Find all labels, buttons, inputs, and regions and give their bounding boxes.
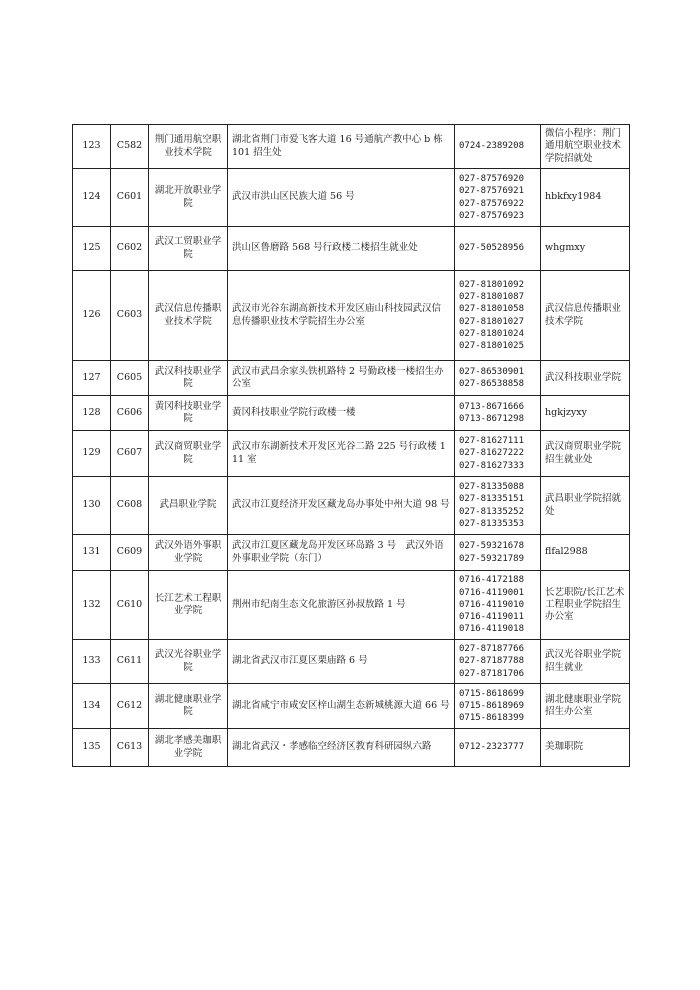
row-number-cell: 126 — [73, 271, 111, 361]
phone-number: 027-87576922 — [459, 198, 525, 209]
school-code-cell: C602 — [111, 227, 149, 271]
school-name-cell: 武汉外语外事职业学院 — [149, 535, 228, 571]
table-row — [73, 477, 630, 535]
phone-cell — [455, 431, 541, 477]
table-row — [73, 271, 630, 361]
phone-number: 027-81335151 — [459, 494, 525, 505]
phone-number: 0715-8618969 — [459, 700, 525, 711]
phone-number: 0713-8671298 — [459, 414, 525, 424]
wechat-cell: hbkfxy1984 — [541, 169, 630, 227]
school-name-cell: 武汉工贸职业学院 — [149, 227, 228, 271]
wechat-cell: whgmxy — [541, 227, 630, 271]
phone-number: 0712-2323777 — [459, 742, 525, 753]
phone-number: 0716-4119018 — [459, 624, 525, 635]
school-code-cell: C608 — [111, 477, 149, 535]
table-row — [73, 729, 630, 767]
phone-number: 027-81801024 — [459, 328, 525, 339]
school-name-cell: 武汉商贸职业学院 — [149, 431, 228, 477]
row-number-cell: 133 — [73, 640, 111, 684]
row-number-cell: 134 — [73, 684, 111, 729]
school-code-cell: C607 — [111, 431, 149, 477]
table-row — [73, 431, 630, 477]
row-number-cell: 123 — [73, 125, 111, 169]
table-row — [73, 169, 630, 227]
school-name-cell: 武汉光谷职业学院 — [149, 640, 228, 684]
school-code-cell: C601 — [111, 169, 149, 227]
phone-number: 0715-8618699 — [459, 688, 525, 699]
phone-number: 027-87181706 — [459, 668, 525, 679]
phone-number: 0716-4119001 — [459, 587, 525, 598]
phone-number: 027-87187766 — [459, 644, 525, 655]
school-name-cell: 武汉科技职业学院 — [149, 361, 228, 396]
school-code-cell: C603 — [111, 271, 149, 361]
address-cell: 武汉市江夏经济开发区藏龙岛办事处中州大道 98 号 — [228, 477, 455, 535]
phone-number: 0715-8618399 — [459, 713, 525, 724]
school-name-cell: 武昌职业学院 — [149, 477, 228, 535]
phone-number: 027-87187788 — [459, 656, 525, 667]
address-cell: 武汉市洪山区民族大道 56 号 — [228, 169, 455, 227]
phone-cell — [455, 535, 541, 571]
phone-cell — [455, 271, 541, 361]
school-name-cell: 湖北开放职业学院 — [149, 169, 228, 227]
phone-number: 027-86530901 — [459, 366, 525, 377]
wechat-cell: 微信小程序：荆门通用航空职业技术学院招就处 — [541, 125, 630, 169]
phone-number: 027-87576921 — [459, 186, 525, 197]
school-name-cell: 长江艺术工程职业学院 — [149, 571, 228, 640]
phone-number: 027-81335088 — [459, 481, 525, 492]
table-row — [73, 640, 630, 684]
row-number-cell: 132 — [73, 571, 111, 640]
school-name-cell: 湖北健康职业学院 — [149, 684, 228, 729]
phone-number: 027-87576923 — [459, 210, 525, 221]
wechat-cell: 武汉科技职业学院 — [541, 361, 630, 396]
table-body — [73, 125, 630, 767]
school-code-cell: C605 — [111, 361, 149, 396]
school-code-cell: C606 — [111, 396, 149, 431]
phone-cell — [455, 729, 541, 767]
address-cell: 湖北省武汉・孝感临空经济区教育科研园纵六路 — [228, 729, 455, 767]
wechat-cell: 武汉光谷职业学院招生就业 — [541, 640, 630, 684]
address-cell: 武汉市东湖新技术开发区光谷二路 225 号行政楼 111 室 — [228, 431, 455, 477]
phone-number: 027-81801092 — [459, 279, 525, 290]
table-row — [73, 684, 630, 729]
row-number-cell: 124 — [73, 169, 111, 227]
table-row — [73, 396, 630, 431]
phone-number: 027-59321789 — [459, 553, 525, 564]
school-code-cell: C609 — [111, 535, 149, 571]
phone-cell — [455, 227, 541, 271]
wechat-cell: 武昌职业学院招就处 — [541, 477, 630, 535]
phone-number: 027-81627333 — [459, 460, 525, 471]
school-name-cell: 荆门通用航空职业技术学院 — [149, 125, 228, 169]
table-row — [73, 571, 630, 640]
phone-number: 0716-4119010 — [459, 599, 525, 610]
address-cell: 武汉市光谷东湖高新技术开发区庙山科技园武汉信息传播职业技术学院招生办公室 — [228, 271, 455, 361]
table-row — [73, 227, 630, 271]
row-number-cell: 129 — [73, 431, 111, 477]
admissions-contact-table — [72, 124, 630, 767]
school-code-cell: C582 — [111, 125, 149, 169]
school-name-cell: 湖北孝感美珈职业学院 — [149, 729, 228, 767]
school-name-cell: 武汉信息传播职业技术学院 — [149, 271, 228, 361]
phone-cell — [455, 396, 541, 431]
wechat-cell: 武汉信息传播职业技术学院 — [541, 271, 630, 361]
address-cell: 黄冈科技职业学院行政楼一楼 — [228, 396, 455, 431]
phone-cell — [455, 571, 541, 640]
phone-cell — [455, 684, 541, 729]
school-code-cell: C610 — [111, 571, 149, 640]
address-cell: 武汉市武昌余家头铁机路特 2 号勤政楼一楼招生办公室 — [228, 361, 455, 396]
phone-cell — [455, 125, 541, 169]
address-cell: 洪山区鲁磨路 568 号行政楼二楼招生就业处 — [228, 227, 455, 271]
phone-cell — [455, 477, 541, 535]
phone-number: 027-81801087 — [459, 291, 525, 302]
table-row — [73, 361, 630, 396]
school-code-cell: C612 — [111, 684, 149, 729]
row-number-cell: 130 — [73, 477, 111, 535]
phone-number: 027-81801058 — [459, 304, 525, 315]
phone-number: 0713-8671666 — [459, 401, 525, 412]
wechat-cell: hgkjzyxy — [541, 396, 630, 431]
wechat-cell: 湖北健康职业学院招生办公室 — [541, 684, 630, 729]
address-cell: 湖北省武汉市江夏区栗庙路 6 号 — [228, 640, 455, 684]
phone-number: 027-81335353 — [459, 518, 525, 529]
school-code-cell: C613 — [111, 729, 149, 767]
row-number-cell: 127 — [73, 361, 111, 396]
school-name-cell: 黄冈科技职业学院 — [149, 396, 228, 431]
address-cell: 荆州市纪南生态文化旅游区孙叔敖路 1 号 — [228, 571, 455, 640]
phone-number: 0716-4119011 — [459, 612, 525, 623]
phone-number: 027-87576920 — [459, 173, 525, 184]
row-number-cell: 125 — [73, 227, 111, 271]
row-number-cell: 135 — [73, 729, 111, 767]
school-code-cell: C611 — [111, 640, 149, 684]
phone-number: 0716-4172188 — [459, 575, 525, 586]
address-cell: 武汉市江夏区藏龙岛开发区环岛路 3 号 武汉外语外事职业学院（东门） — [228, 535, 455, 571]
phone-number: 027-81801025 — [459, 341, 525, 352]
phone-number: 027-81627222 — [459, 448, 525, 459]
phone-number: 027-81801027 — [459, 316, 525, 327]
wechat-cell: flfal2988 — [541, 535, 630, 571]
phone-number: 027-59321678 — [459, 541, 525, 552]
table-row — [73, 535, 630, 571]
address-cell: 湖北省荆门市爱飞客大道 16 号通航产教中心 b 栋 101 招生处 — [228, 125, 455, 169]
phone-number: 027-81627111 — [459, 436, 525, 447]
row-number-cell: 128 — [73, 396, 111, 431]
address-cell: 湖北省咸宁市咸安区梓山湖生态新城桃源大道 66 号 — [228, 684, 455, 729]
wechat-cell: 美珈职院 — [541, 729, 630, 767]
row-number-cell: 131 — [73, 535, 111, 571]
phone-cell — [455, 169, 541, 227]
phone-number: 0724-2389208 — [459, 141, 525, 152]
phone-cell — [455, 361, 541, 396]
wechat-cell: 长艺职院/长江艺术工程职业学院招生办公室 — [541, 571, 630, 640]
phone-number: 027-81335252 — [459, 506, 525, 517]
table-row — [73, 125, 630, 169]
phone-number: 027-50528956 — [459, 243, 525, 254]
phone-number: 027-86538858 — [459, 379, 525, 389]
wechat-cell: 武汉商贸职业学院招生就业处 — [541, 431, 630, 477]
phone-cell — [455, 640, 541, 684]
